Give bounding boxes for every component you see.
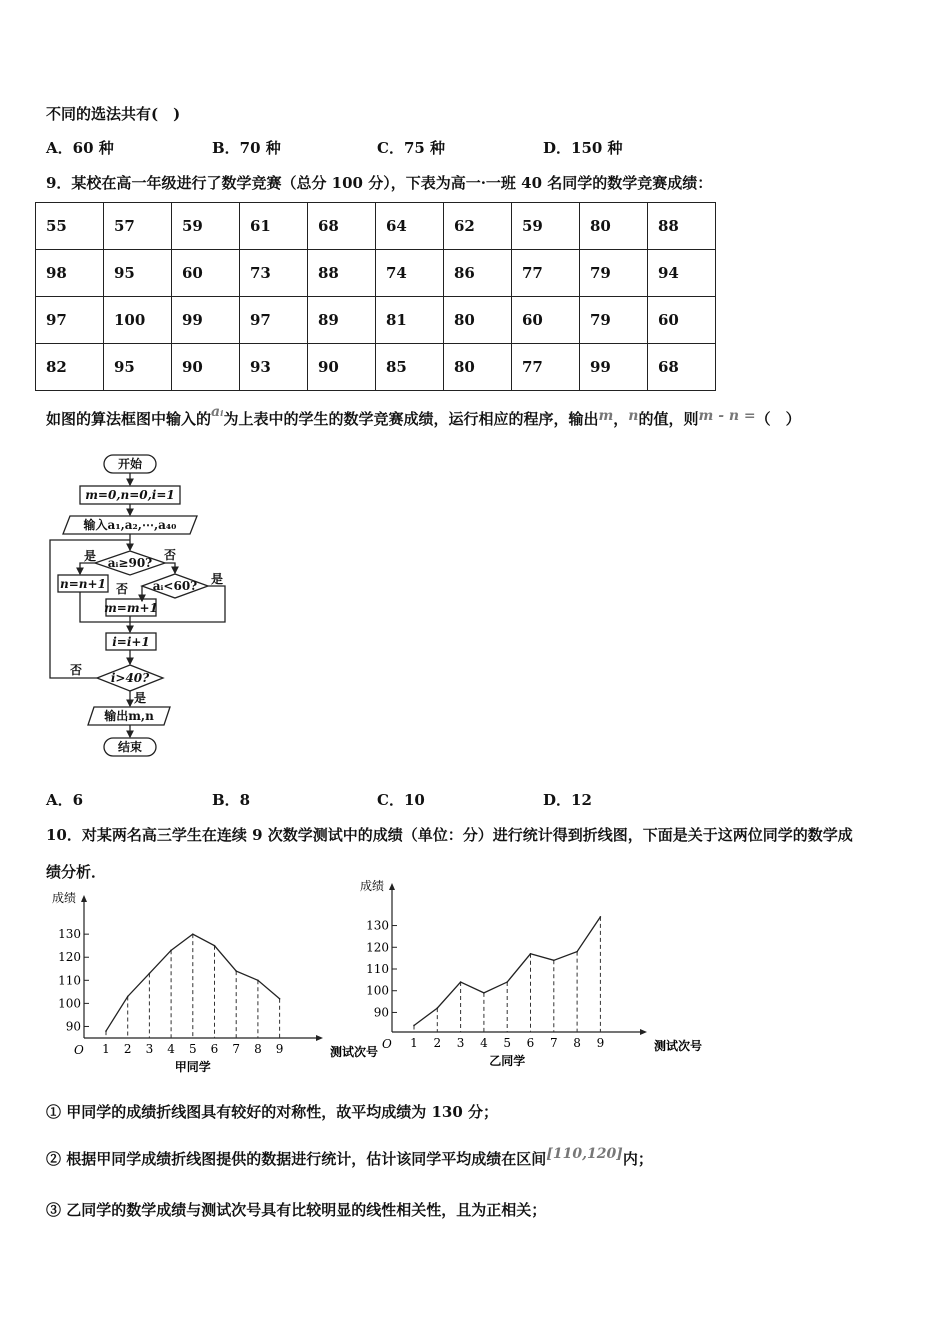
data-point — [149, 973, 151, 975]
q9-option-d: D．12 — [543, 791, 592, 809]
table-cell: 68 — [308, 203, 376, 250]
q8-option-c: C．75 种 — [377, 139, 446, 157]
series-line — [414, 917, 600, 1026]
data-point — [413, 1025, 415, 1027]
fc-i-inc-label: i=i+1 — [112, 635, 150, 649]
q9-question-part3: 的值，则 — [638, 410, 699, 428]
q8-tail: 不同的选法共有( ) — [46, 105, 181, 123]
table-cell: 99 — [580, 344, 648, 391]
x-tick-label: 2 — [433, 1036, 442, 1050]
table-cell: 57 — [104, 203, 172, 250]
table-cell: 60 — [172, 250, 240, 297]
table-cell: 64 — [376, 203, 444, 250]
y-tick-label: 90 — [65, 1019, 81, 1034]
fc-n-inc-label: n=n+1 — [60, 577, 106, 591]
x-tick-label: 8 — [573, 1036, 581, 1050]
q9-option-c: C．10 — [377, 791, 425, 809]
x-axis-arrow — [640, 1029, 647, 1035]
table-cell: 59 — [172, 203, 240, 250]
chart-student-a — [40, 891, 379, 1078]
table-row — [36, 297, 716, 344]
x-tick-label: 8 — [254, 1042, 262, 1056]
table-cell: 86 — [444, 250, 512, 297]
y-tick-label: 100 — [366, 983, 389, 998]
x-tick-label: 6 — [526, 1036, 535, 1050]
x-axis-arrow — [316, 1035, 323, 1041]
table-cell: 97 — [36, 297, 104, 344]
flowchart — [40, 450, 240, 765]
table-cell: 77 — [512, 344, 580, 391]
y-axis-label: 成绩 — [51, 891, 76, 905]
x-tick-label: 5 — [188, 1042, 197, 1056]
data-point — [170, 950, 172, 952]
x-axis-label: 测试次号 — [654, 1039, 703, 1053]
fc-m-inc-label: m=m+1 — [104, 601, 158, 615]
data-point — [506, 981, 508, 983]
table-cell: 97 — [240, 297, 308, 344]
x-tick-label: 9 — [596, 1036, 605, 1050]
table-cell: 81 — [376, 297, 444, 344]
y-tick-label: 130 — [58, 927, 81, 942]
interval-110-120: [110,120] — [546, 1146, 623, 1162]
fc-no-label-2: 否 — [116, 582, 129, 596]
var-a-i: aᵢ — [211, 404, 224, 420]
table-cell: 79 — [580, 297, 648, 344]
table-cell: 94 — [648, 250, 716, 297]
table-cell: 98 — [36, 250, 104, 297]
y-tick-label: 110 — [366, 962, 389, 976]
table-cell: 59 — [512, 203, 580, 250]
table-cell: 73 — [240, 250, 308, 297]
data-point — [437, 1007, 439, 1009]
y-tick-label: 100 — [58, 996, 81, 1011]
table-cell: 88 — [308, 250, 376, 297]
fc-end-label: 结束 — [117, 740, 143, 754]
fc-no-label-3: 否 — [70, 663, 83, 677]
statement-1: ① 甲同学的成绩折线图具有较好的对称性，故平均成绩为 130 分； — [46, 1103, 498, 1121]
q8-option-a: A．60 种 — [46, 139, 114, 157]
data-point — [257, 980, 259, 982]
table-cell: 100 — [104, 297, 172, 344]
x-tick-label: 3 — [145, 1042, 154, 1056]
x-tick-label: 2 — [123, 1042, 132, 1056]
table-cell: 90 — [172, 344, 240, 391]
data-point — [553, 960, 555, 962]
table-cell: 88 — [648, 203, 716, 250]
score-table — [35, 202, 716, 391]
data-point — [214, 945, 216, 947]
data-point — [192, 933, 194, 935]
data-point — [483, 992, 485, 994]
q9-question-part2: 为上表中的学生的数学竞赛成绩，运行相应的程序，输出 — [223, 410, 599, 428]
x-tick-label: 4 — [167, 1042, 175, 1056]
table-cell: 61 — [240, 203, 308, 250]
data-point — [460, 981, 462, 983]
x-tick-label: 5 — [503, 1036, 512, 1050]
statement-2-pre: ② 根据甲同学成绩折线图提供的数据进行统计，估计该同学平均成绩在区间 — [46, 1150, 547, 1168]
q8-option-b: B．70 种 — [212, 139, 281, 157]
chart-student-b — [350, 879, 703, 1078]
table-cell: 95 — [104, 250, 172, 297]
origin-label: O — [382, 1037, 392, 1051]
statement-3: ③ 乙同学的数学成绩与测试次号具有比较明显的线性相关性，且为正相关； — [46, 1201, 547, 1219]
x-tick-label: 7 — [232, 1042, 241, 1056]
table-cell: 62 — [444, 203, 512, 250]
data-point — [127, 996, 129, 998]
y-tick-label: 110 — [58, 973, 81, 988]
fc-cond1-label: aᵢ≥90? — [107, 556, 153, 570]
table-row — [36, 250, 716, 297]
fc-cond2-label: aᵢ<60? — [152, 579, 198, 593]
table-cell: 60 — [512, 297, 580, 344]
q9-intro: 9．某校在高一年级进行了数学竞赛（总分 100 分），下表为高一·一班 40 名同学的数学竞赛成绩： — [46, 174, 713, 192]
y-axis-label: 成绩 — [359, 879, 384, 893]
x-tick-label: 3 — [456, 1036, 465, 1050]
q9-option-b: B．8 — [212, 791, 251, 809]
q9-question-part1: 如图的算法框图中输入的 — [46, 410, 212, 428]
data-point — [576, 951, 578, 953]
fc-no-label-1: 否 — [164, 548, 177, 562]
statement-2-post: 内； — [622, 1150, 653, 1168]
y-tick-label: 120 — [366, 940, 389, 955]
expr-m-minus-n: m - n = — [698, 408, 756, 424]
x-axis-label: 测试次号 — [330, 1045, 379, 1059]
table-cell: 80 — [580, 203, 648, 250]
table-cell: 55 — [36, 203, 104, 250]
table-cell: 93 — [240, 344, 308, 391]
fc-yes-label-1: 是 — [84, 549, 97, 563]
var-m: m — [598, 408, 614, 424]
y-tick-label: 120 — [58, 950, 81, 965]
fc-cond3-label: i>40? — [110, 671, 150, 685]
chart-title: 乙同学 — [489, 1054, 526, 1068]
table-cell: 77 — [512, 250, 580, 297]
x-tick-label: 1 — [102, 1042, 110, 1056]
data-point — [279, 998, 281, 1000]
y-axis-arrow — [389, 883, 395, 890]
table-cell: 85 — [376, 344, 444, 391]
q10-line2: 绩分析． — [46, 863, 107, 881]
table-row — [36, 203, 716, 250]
table-cell: 60 — [648, 297, 716, 344]
table-cell: 74 — [376, 250, 444, 297]
table-cell: 80 — [444, 344, 512, 391]
x-tick-label: 6 — [210, 1042, 219, 1056]
answer-paren: （ ） — [755, 410, 801, 428]
q10-line1: 10．对某两名高三学生在连续 9 次数学测试中的成绩（单位：分）进行统计得到折线图，下面是关于这两位同学的数学成 — [46, 826, 853, 844]
table-cell: 80 — [444, 297, 512, 344]
q9-question — [46, 404, 801, 429]
x-tick-label: 9 — [275, 1042, 284, 1056]
x-tick-label: 4 — [480, 1036, 488, 1050]
statement-2 — [46, 1148, 653, 1169]
table-cell: 68 — [648, 344, 716, 391]
q9-comma: ， — [613, 410, 629, 428]
x-tick-label: 7 — [549, 1036, 558, 1050]
fc-yes-label-2: 是 — [211, 572, 224, 586]
origin-label: O — [74, 1043, 84, 1057]
y-tick-label: 130 — [366, 918, 389, 933]
table-cell: 89 — [308, 297, 376, 344]
table-cell: 95 — [104, 344, 172, 391]
table-cell: 82 — [36, 344, 104, 391]
data-point — [600, 916, 602, 918]
x-tick-label: 1 — [410, 1036, 418, 1050]
y-tick-label: 90 — [373, 1005, 389, 1020]
table-cell: 90 — [308, 344, 376, 391]
fc-output-label: 输出m,n — [104, 709, 154, 723]
fc-input-label: 输入a₁,a₂,⋯,a₄₀ — [83, 518, 177, 532]
chart-title: 甲同学 — [174, 1060, 211, 1074]
fc-init-label: m=0,n=0,i=1 — [85, 488, 175, 502]
data-point — [530, 953, 532, 955]
q9-option-a: A．6 — [46, 791, 84, 809]
fc-yes-label-3: 是 — [134, 691, 147, 705]
table-cell: 79 — [580, 250, 648, 297]
fc-start-label: 开始 — [117, 457, 143, 471]
data-point — [235, 970, 237, 972]
table-cell: 99 — [172, 297, 240, 344]
y-axis-arrow — [81, 895, 87, 902]
q8-option-d: D．150 种 — [543, 139, 623, 157]
table-row — [36, 344, 716, 391]
var-n: n — [628, 408, 639, 424]
data-point — [105, 1030, 107, 1032]
